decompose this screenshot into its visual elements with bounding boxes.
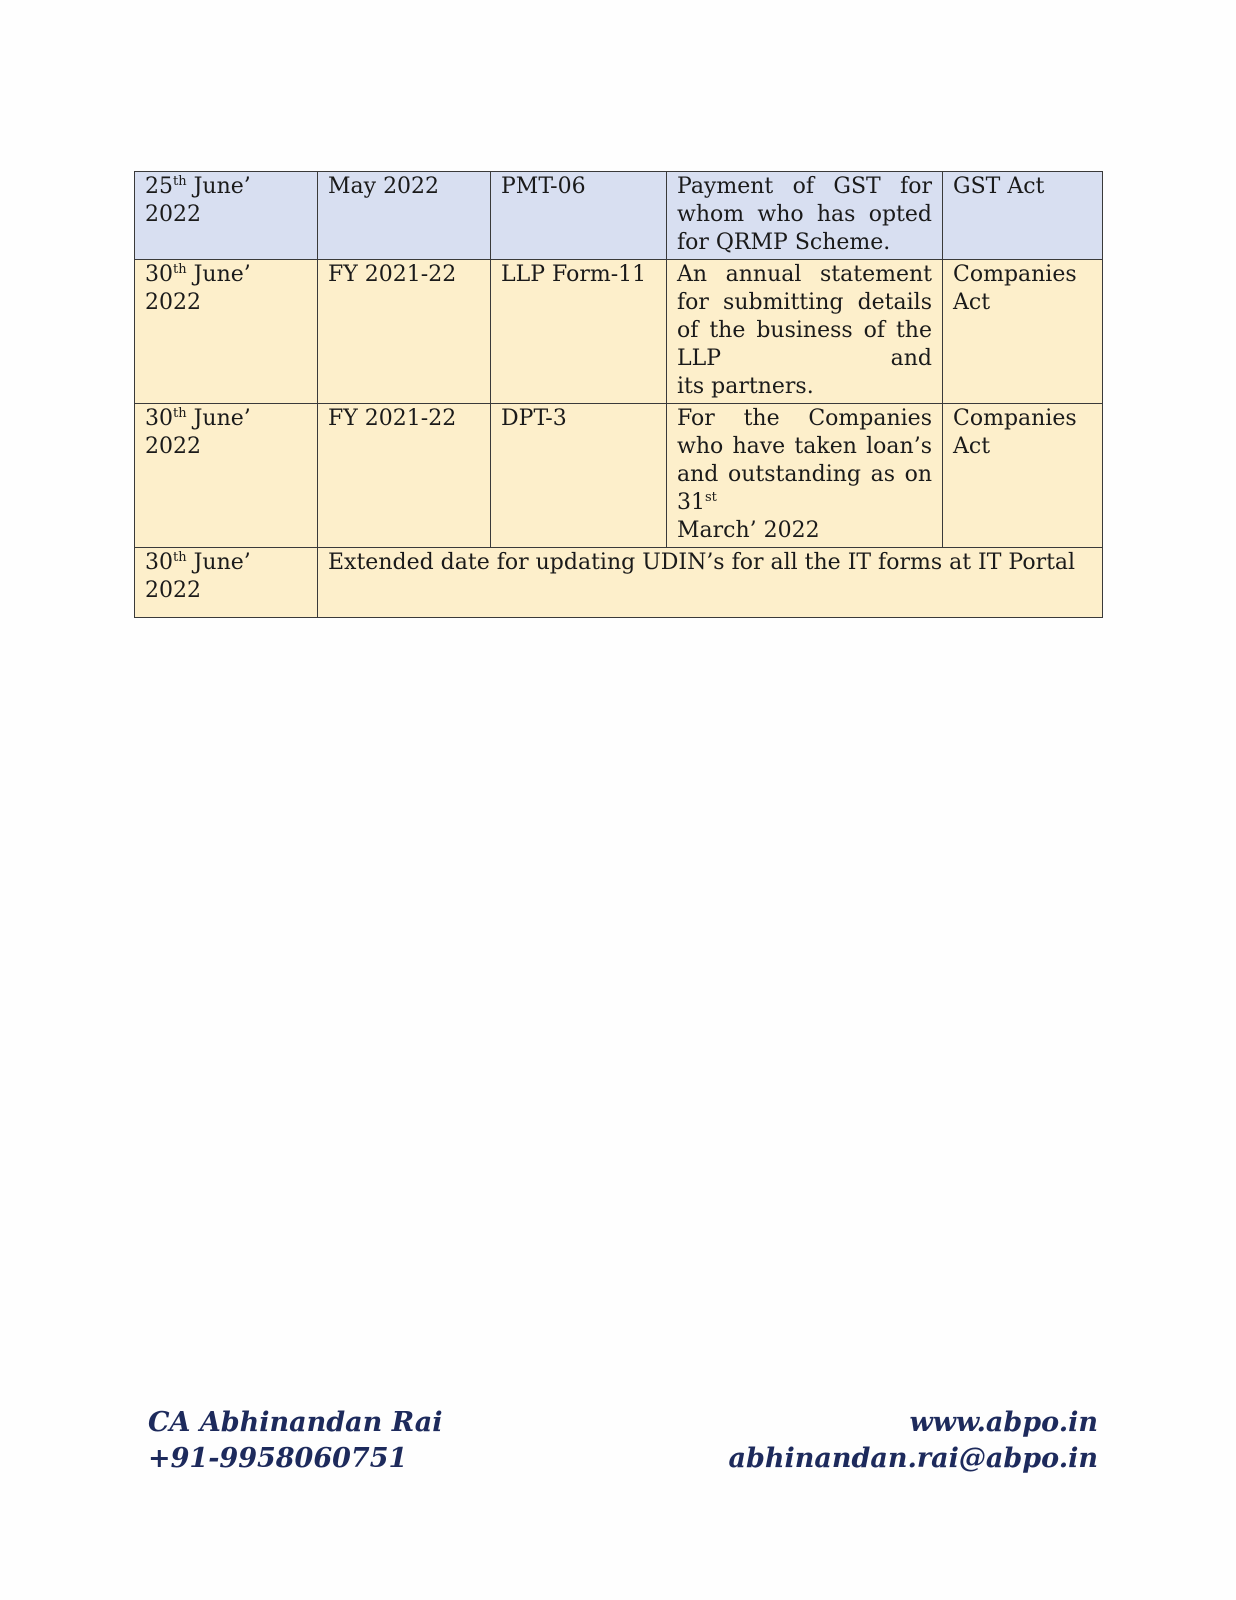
email-link[interactable]: abhinandan.rai@abpo.in bbox=[728, 1443, 1098, 1474]
period-cell: FY 2021-22 bbox=[318, 260, 491, 404]
phone-number: +91-9958060751 bbox=[148, 1443, 408, 1474]
note-cell: Extended date for updating UDIN’s for all the IT forms at IT Portal bbox=[318, 548, 1103, 618]
due-date-cell: 25th June’ 2022 bbox=[135, 172, 318, 260]
form-cell: DPT-3 bbox=[491, 404, 667, 548]
act-cell: Companies Act bbox=[943, 404, 1103, 548]
period-cell: FY 2021-22 bbox=[318, 404, 491, 548]
footer-contact-right bbox=[729, 1405, 1098, 1477]
due-date-cell: 30th June’ 2022 bbox=[135, 548, 318, 618]
period-cell: May 2022 bbox=[318, 172, 491, 260]
act-cell: Companies Act bbox=[943, 260, 1103, 404]
form-cell: LLP Form-11 bbox=[491, 260, 667, 404]
description-cell: For the Companies who have taken loan’s and outstanding as on 31st March’ 2022 bbox=[667, 404, 943, 548]
author-name: CA Abhinandan Rai bbox=[148, 1407, 443, 1438]
website-link[interactable]: www.abpo.in bbox=[909, 1407, 1098, 1438]
table-row bbox=[135, 404, 1103, 548]
table-row bbox=[135, 548, 1103, 618]
footer-contact-left bbox=[148, 1405, 443, 1477]
table-row bbox=[135, 172, 1103, 260]
description-cell: Payment of GST for whom who has opted for QRMP Scheme. bbox=[667, 172, 943, 260]
compliance-calendar-table bbox=[134, 171, 1103, 618]
due-date-cell: 30th June’ 2022 bbox=[135, 404, 318, 548]
act-cell: GST Act bbox=[943, 172, 1103, 260]
due-date-cell: 30th June’ 2022 bbox=[135, 260, 318, 404]
table-row bbox=[135, 260, 1103, 404]
form-cell: PMT-06 bbox=[491, 172, 667, 260]
description-cell: An annual statement for submitting details of the business of the LLP and its partners. bbox=[667, 260, 943, 404]
